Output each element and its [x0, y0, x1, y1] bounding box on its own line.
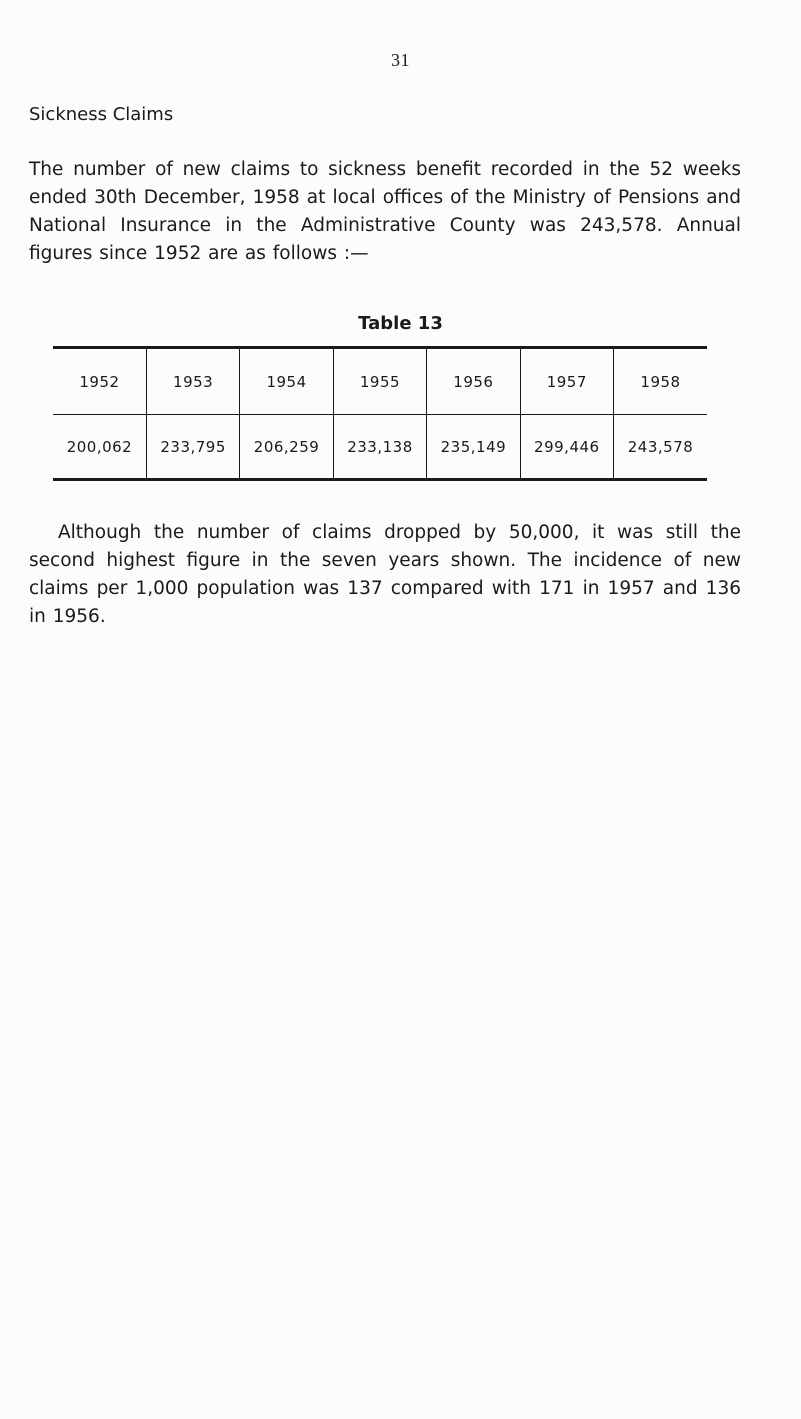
year-cell: 1958 — [614, 348, 707, 415]
table-row — [53, 415, 707, 480]
year-cell: 1956 — [427, 348, 520, 415]
page-number: 31 — [391, 50, 410, 70]
claims-cell: 200,062 — [66, 437, 133, 456]
claims-cell: 233,138 — [333, 415, 426, 480]
year-cell: 1952 — [53, 348, 146, 415]
intro-paragraph: The number of new claims to sickness benefit recorded in the 52 weeks ended 30th December, 1958 at local offices of the Ministry of Pensions and National Insurance in the Administrative County was 243,578. Annual figures since 1952 are as follows :— — [29, 159, 741, 264]
section-heading: Sickness Claims — [29, 104, 174, 125]
conclusion-paragraph: Although the number of claims dropped by 50,000, it was still the second highest figure in the seven years shown. The incidence of new claims per 1,000 population was 137 compared with 171 in 1957 and 136 in 1956. — [29, 522, 741, 627]
claims-cell: 206,259 — [240, 415, 333, 480]
year-cell: 1955 — [333, 348, 426, 415]
claims-cell: 299,446 — [520, 415, 613, 480]
claims-cell: 243,578 — [614, 415, 707, 480]
sickness-claims-table — [53, 346, 707, 481]
claims-cell: 235,149 — [427, 415, 520, 480]
table-caption: Table 13 — [358, 313, 443, 334]
table-header-row — [53, 348, 707, 415]
year-cell: 1954 — [240, 348, 333, 415]
year-cell: 1957 — [520, 348, 613, 415]
claims-cell: 233,795 — [146, 415, 239, 480]
year-cell: 1953 — [146, 348, 239, 415]
